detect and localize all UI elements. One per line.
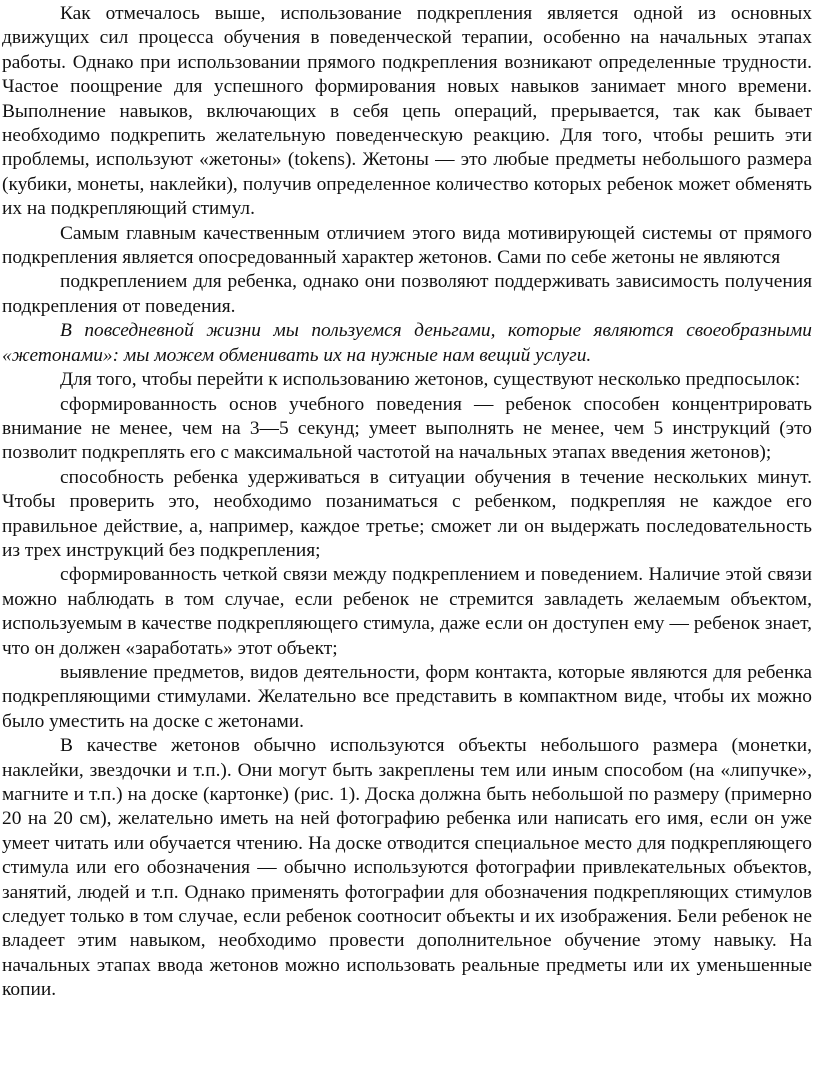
paragraph-prerequisite-link: сформированность четкой связи между подкреплением и поведением. Наличие этой связи можно наблюдать в том случае, если ребенок не стремится завладеть желаемым объектом, используемым в качестве подкрепляющего стимула, даже если он доступен ему — ребенок знает, что он должен «заработать» этот объект; xyxy=(2,564,812,659)
paragraph-prerequisite-learning-behavior: сформированность основ учебного поведения — ребенок способен концентрировать внимание не менее, чем на 3—5 секунд; умеет выполнять не менее, чем 5 инструкций (это позволит подкреплять его с максимальной частотой на начальных этапах введения жетонов); xyxy=(2,393,812,464)
paragraph-prerequisites-intro: Для того, чтобы перейти к использованию жетонов, существуют несколько предпосылок: xyxy=(60,369,801,391)
paragraph-prerequisite-attention: способность ребенка удерживаться в ситуации обучения в течение нескольких минут. Чтобы проверить это, необходимо позаниматься с ребенком, подкрепляя не каждое его правильное действие, а, например, каждое третье; сможет ли он выдержать последовательность из трех инструкций без подкрепления; xyxy=(2,466,812,561)
paragraph-token-board: В качестве жетонов обычно используются объекты небольшого размера (монетки, наклейки, звездочки и т.п.). Они могут быть закреплены тем или иным способом (на «липучке», магните и т.п.) на доске (картонке) (рис. 1). Доска должна быть небольшой по размеру (примерно 20 на 20 см), желательно иметь на ней фотографию ребенка или написать его имя, если он уже умеет читать или обучается чтению. На доске отводится специальное место для подкрепляющего стимула или его обозначения — обычно используются фотографии привлекательных объектов, занятий, людей и т.п. Однако применять фотографии для обозначения подкрепляющих стимулов следует только в том случае, если ребенок соотносит объекты и их изображения. Бели ребенок не владеет этим навыком, необходимо провести дополнительное обучение этому навыку. На начальных этапах ввода жетонов можно использовать реальные предметы или их уменьшенные копии. xyxy=(2,735,812,1001)
paragraph-token-difference: Самым главным качественным отличием этого вида мотивирующей системы от прямого подкрепления является опосредованный характер жетонов. Сами по себе жетоны не являются xyxy=(2,222,812,269)
paragraph-money-example: В повседневной жизни мы пользуемся деньгами, которые являются своеобразными «жетонами»: мы можем обменивать их на нужные нам вещий услуги. xyxy=(2,320,812,366)
paragraph-token-difference-continued: подкреплением для ребенка, однако они позволяют поддерживать зависимость получения подкрепления от поведения. xyxy=(2,271,812,317)
paragraph-intro: Как отмечалось выше, использование подкрепления является одной из основных движущих сил процесса обучения в поведенческой терапии, особенно на начальных этапах работы. Однако при использовании прямого подкрепления возникают определенные трудности. Частое поощрение для успешного формирования новых навыков занимает много времени. Выполнение навыков, включающих в себя цепь операций, прерывается, так как бывает необходимо подкрепить желательную поведенческую реакцию. Для того, чтобы решить эти проблемы, используют «жетоны» (tokens). Жетоны — это любые предметы небольшого размера (кубики, монеты, наклейки), получив определенное количество которых ребенок может обменять их на подкрепляющий стимул. xyxy=(2,3,812,220)
paragraph-prerequisite-stimuli: выявление предметов, видов деятельности, форм контакта, которые являются для ребенка подкрепляющими стимулами. Желательно все представить в компактном виде, чтобы их можно было уместить на доске с жетонами. xyxy=(2,661,812,732)
